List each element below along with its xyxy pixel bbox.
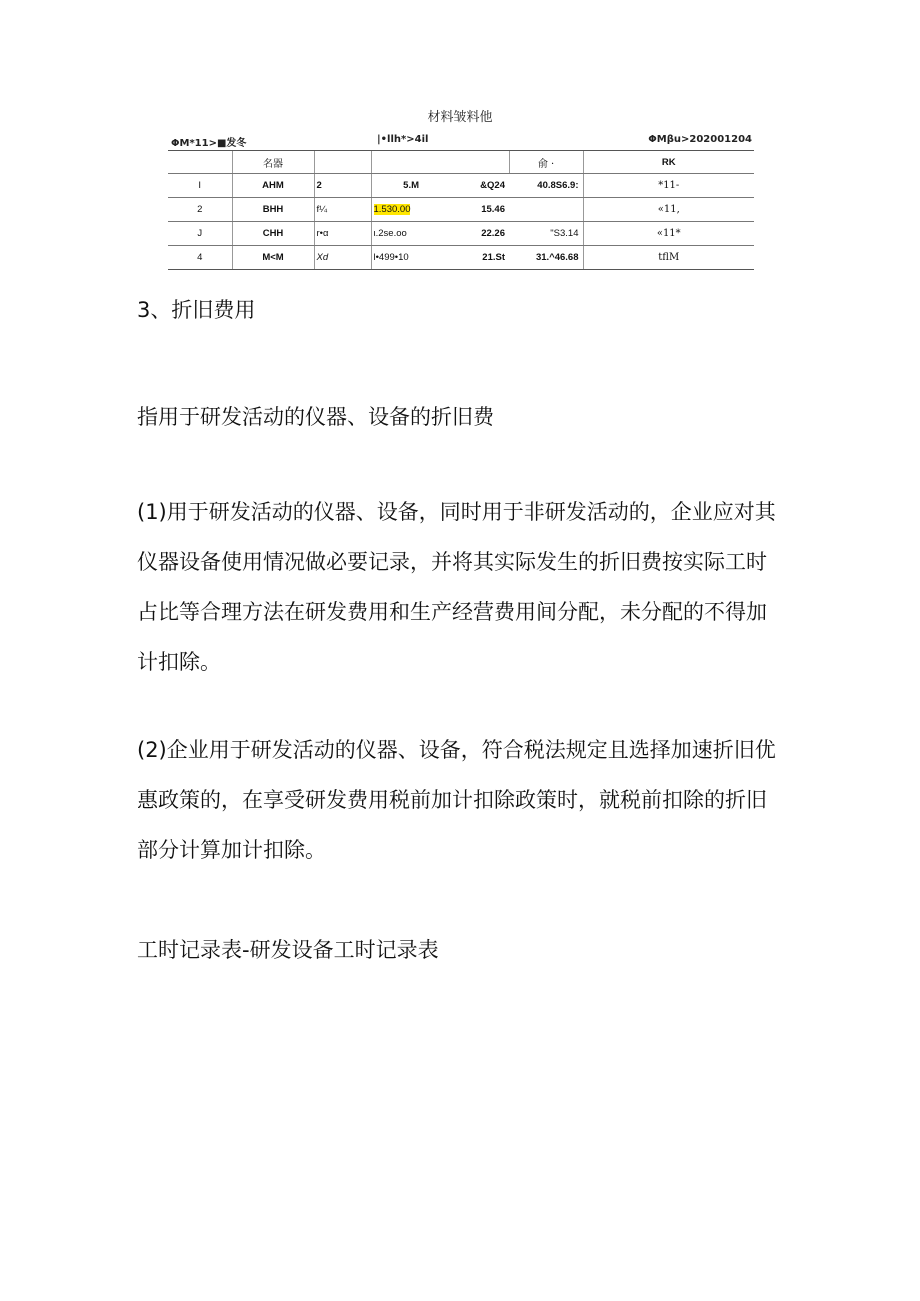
- paragraph-2: (2)企业用于研发活动的仪器、设备，符合税法规定且选择加速折旧优惠政策的，在享受研发费用税前加计扣除政策时，就税前扣除的折旧部分计算加计扣除。: [137, 738, 776, 862]
- header-cell: [168, 151, 232, 174]
- highlighted-value: 1.530.00: [373, 204, 411, 215]
- table-row: [168, 246, 754, 270]
- table-row: [168, 198, 754, 222]
- header-cell: 俞 ·: [509, 151, 583, 174]
- meta-mid: |•llh*>4il: [377, 134, 429, 145]
- table-cell: «11,: [583, 198, 754, 222]
- header-cell: RK: [583, 151, 754, 174]
- materials-table: [168, 150, 754, 270]
- table-cell: ι.2se.oo: [371, 222, 423, 246]
- table-cell: r•α: [314, 222, 371, 246]
- table-cell: 22.26: [423, 222, 509, 246]
- table-caption: 材料皱料他: [427, 110, 493, 125]
- table-header-row: [168, 151, 754, 174]
- table-cell: CHH: [232, 222, 314, 246]
- section-title: 3、折旧费用: [137, 298, 256, 322]
- header-cell: [423, 151, 509, 174]
- paragraph-1: (1)用于研发活动的仪器、设备，同时用于非研发活动的，企业应对其仪器设备使用情况做必要记录，并将其实际发生的折旧费按实际工时占比等合理方法在研发费用和生产经营费用间分配，未分配的不得加计扣除。: [137, 500, 776, 674]
- table-row: [168, 222, 754, 246]
- table-cell: tflM: [583, 246, 754, 270]
- table-cell: &Q24: [423, 174, 509, 198]
- table-cell: J: [168, 222, 232, 246]
- table-cell: 21.St: [423, 246, 509, 270]
- table-cell: 40.8S6.9:: [509, 174, 583, 198]
- table-cell: Xd: [314, 246, 371, 270]
- header-cell: 名器: [232, 151, 314, 174]
- table-cell: M<M: [232, 246, 314, 270]
- meta-left: ΦM*11>■发冬: [171, 138, 247, 149]
- table-cell: AHM: [232, 174, 314, 198]
- table-cell: 2: [168, 198, 232, 222]
- table-cell: *11-: [583, 174, 754, 198]
- header-cell: [371, 151, 423, 174]
- definition-text: 指用于研发活动的仪器、设备的折旧费: [137, 405, 494, 429]
- table-cell: «11*: [583, 222, 754, 246]
- table-row: [168, 174, 754, 198]
- table-cell: 15.46: [423, 198, 509, 222]
- table-cell: 5.M: [371, 174, 423, 198]
- table-meta-row: [168, 134, 754, 150]
- table-cell: BHH: [232, 198, 314, 222]
- worklog-heading: 工时记录表-研发设备工时记录表: [137, 938, 439, 962]
- table-cell: [509, 198, 583, 222]
- table-cell: f¼: [314, 198, 371, 222]
- table-cell: I: [168, 174, 232, 198]
- header-cell: [314, 151, 371, 174]
- table-cell: "S3.14: [509, 222, 583, 246]
- table-cell: 31.^46.68: [509, 246, 583, 270]
- table-cell: 4: [168, 246, 232, 270]
- table-cell: l•499•10: [371, 246, 423, 270]
- table-cell: [371, 198, 423, 222]
- table-cell: 2: [314, 174, 371, 198]
- meta-right: ΦMβu>202001204: [648, 134, 752, 145]
